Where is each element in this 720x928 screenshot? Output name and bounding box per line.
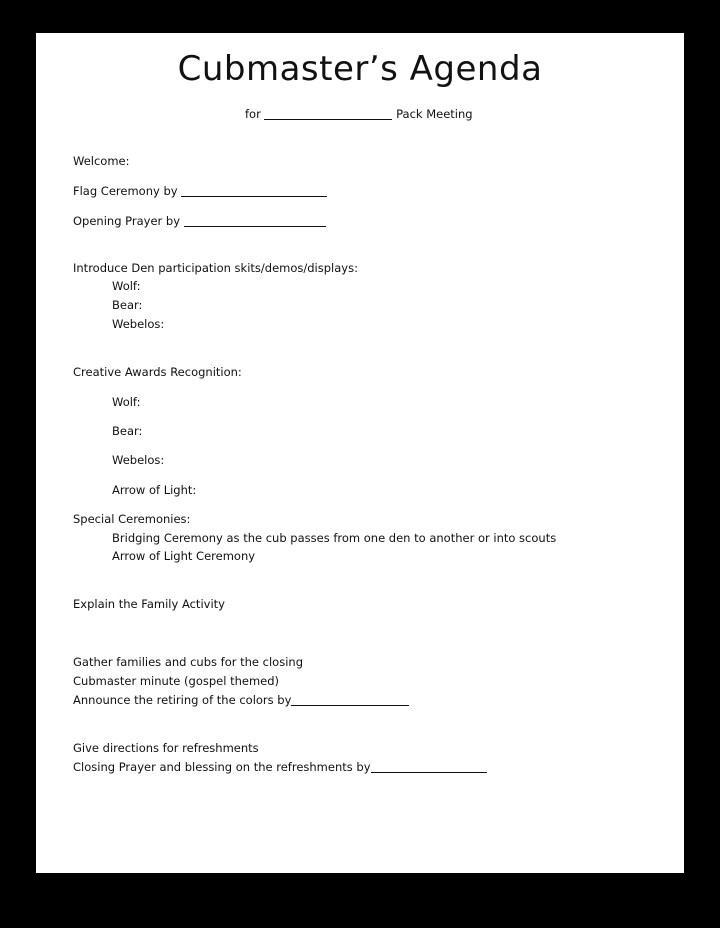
special-ceremonies-line: Special Ceremonies: xyxy=(73,512,191,526)
flag-ceremony-label: Flag Ceremony by xyxy=(73,184,178,198)
opening-prayer-line xyxy=(73,214,326,228)
gather-families-line: Gather families and cubs for the closing xyxy=(73,655,303,669)
page-title: Cubmaster’s Agenda xyxy=(177,49,543,89)
refreshment-directions-line: Give directions for refreshments xyxy=(73,741,259,755)
creative-awards-line: Creative Awards Recognition: xyxy=(73,365,242,379)
retiring-colors-line xyxy=(73,693,409,707)
subtitle-line xyxy=(245,107,473,121)
agenda-page xyxy=(36,33,684,873)
retiring-colors-blank[interactable] xyxy=(291,694,409,706)
pack-meeting-blank[interactable] xyxy=(264,108,392,120)
intro-wolf-line: Wolf: xyxy=(112,279,141,293)
welcome-line: Welcome: xyxy=(73,154,130,168)
awards-arrow-of-light-line: Arrow of Light: xyxy=(112,483,197,497)
awards-webelos-line: Webelos: xyxy=(112,453,165,467)
subtitle-prefix: for xyxy=(245,107,261,121)
opening-prayer-blank[interactable] xyxy=(184,215,326,227)
opening-prayer-label: Opening Prayer by xyxy=(73,214,181,228)
closing-prayer-blank[interactable] xyxy=(371,761,487,773)
closing-prayer-label: Closing Prayer and blessing on the refreshments by xyxy=(73,760,371,774)
bridging-ceremony-line: Bridging Ceremony as the cub passes from one den to another or into scouts xyxy=(112,531,557,545)
cubmaster-minute-line: Cubmaster minute (gospel themed) xyxy=(73,674,280,688)
subtitle-suffix: Pack Meeting xyxy=(396,107,473,121)
intro-webelos-line: Webelos: xyxy=(112,317,165,331)
arrow-of-light-ceremony-line: Arrow of Light Ceremony xyxy=(112,549,256,563)
awards-bear-line: Bear: xyxy=(112,424,143,438)
closing-prayer-line xyxy=(73,760,487,774)
intro-bear-line: Bear: xyxy=(112,298,143,312)
flag-ceremony-line xyxy=(73,184,327,198)
introduce-dens-line: Introduce Den participation skits/demos/displays: xyxy=(73,261,358,275)
retiring-colors-label: Announce the retiring of the colors by xyxy=(73,693,292,707)
family-activity-line: Explain the Family Activity xyxy=(73,597,225,611)
awards-wolf-line: Wolf: xyxy=(112,395,141,409)
flag-ceremony-blank[interactable] xyxy=(181,185,327,197)
